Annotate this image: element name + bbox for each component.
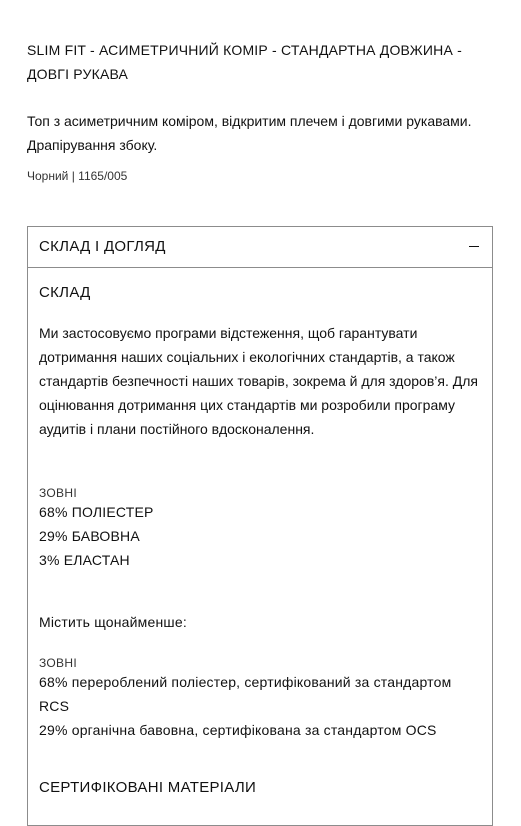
- certified-material-item: 29% органічна бавовна, сертифікована за стандартом OCS: [39, 722, 437, 738]
- material-item: 29% БАВОВНА: [39, 528, 140, 544]
- material-item: 3% ЕЛАСТАН: [39, 552, 130, 568]
- material-item: 68% ПОЛІЕСТЕР: [39, 504, 154, 520]
- outer-label-2: ЗОВНІ: [39, 656, 77, 670]
- traceability-paragraph: Ми застосовуємо програми відстеження, щоб гарантувати дотримання наших соціальних і екологічних стандартів, а також стандартів безпечності наших товарів, зокрема й для здоров’я. Для оцінювання дотримання цих стандартів ми розробили програму аудитів і плани постійного вдосконалення.: [39, 325, 478, 437]
- accordion-title: СКЛАД І ДОГЛЯД: [39, 238, 166, 255]
- contains-label: Містить щонайменше:: [39, 614, 187, 630]
- product-color-reference: Чорний | 1165/005: [27, 169, 128, 183]
- accordion-header[interactable]: [28, 227, 492, 268]
- minus-icon[interactable]: [469, 246, 479, 247]
- composition-care-accordion: [27, 226, 493, 826]
- certified-materials-title: СЕРТИФІКОВАНІ МАТЕРІАЛИ: [39, 779, 257, 796]
- outer-label: ЗОВНІ: [39, 486, 77, 500]
- product-description: Топ з асиметричним коміром, відкритим плечем і довгими рукавами. Драпірування збоку.: [27, 113, 472, 153]
- product-title: SLIM FIT - АСИМЕТРИЧНИЙ КОМІР - СТАНДАРТНА ДОВЖИНА - ДОВГІ РУКАВА: [27, 42, 462, 82]
- certified-material-item: 68% перероблений поліестер, сертифікований за стандартом RCS: [39, 674, 452, 714]
- composition-title: СКЛАД: [39, 284, 91, 301]
